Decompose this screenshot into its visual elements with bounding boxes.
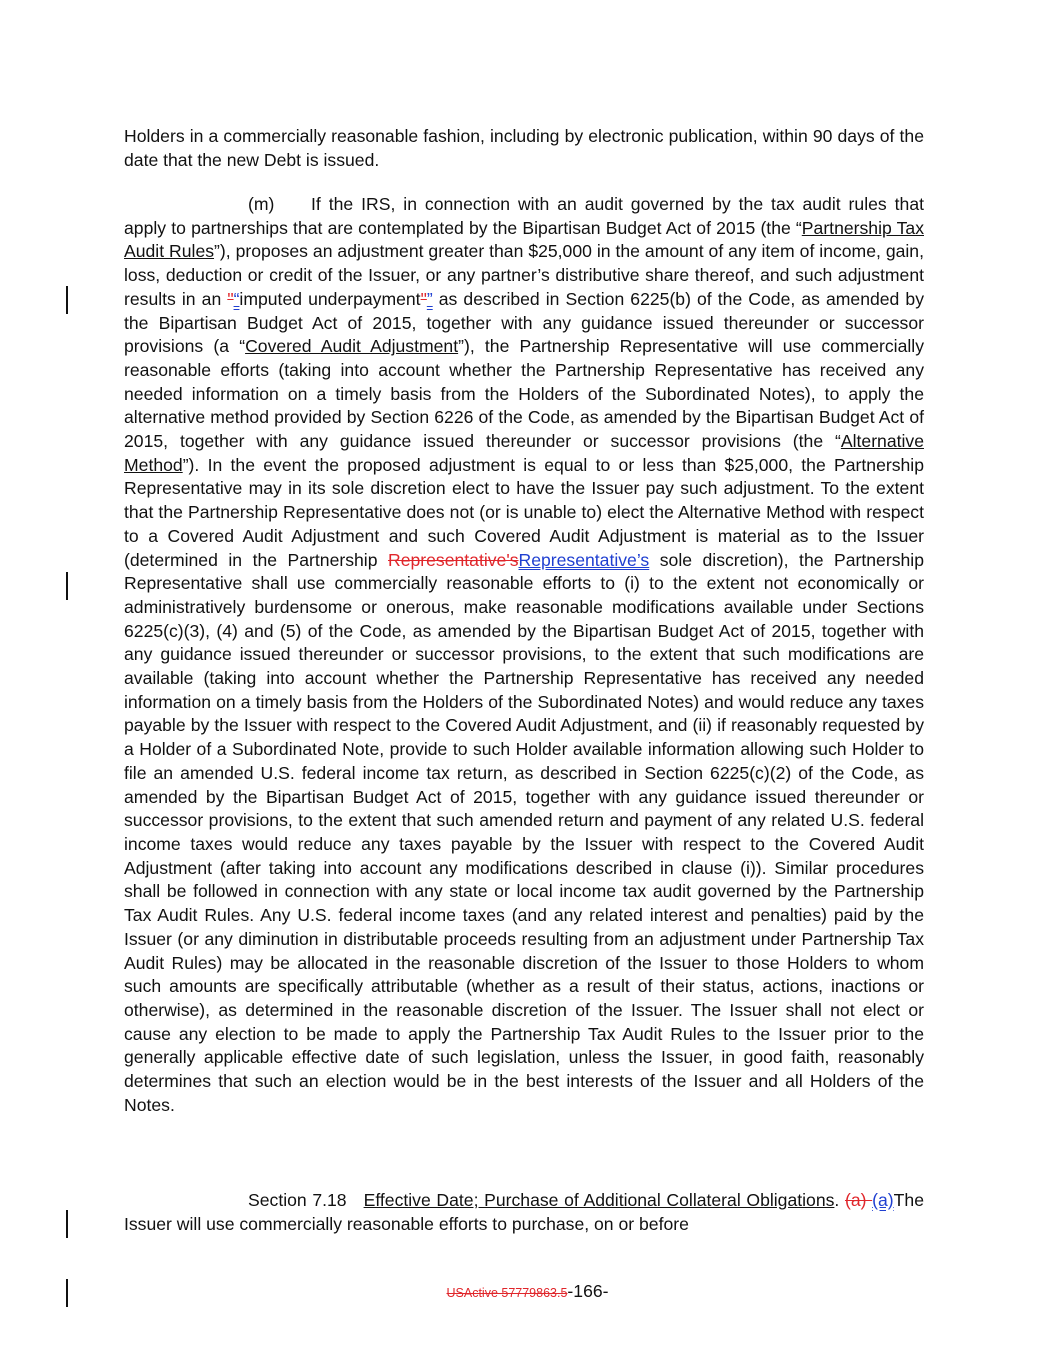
paragraph-m-partnership-audit <box>124 193 924 1117</box>
inserted-text: Representative’s <box>518 549 650 570</box>
text-run: as described in Section 6225(b) of the Code, as amended by the Bipartisan Budget Act of 2015, together with any guidance issued thereunder or successor provisions (a “ <box>124 288 924 357</box>
change-bar <box>66 572 68 600</box>
page-number: -166- <box>567 1281 609 1301</box>
text-run: ”), the Partnership Representative will use commercially reasonable efforts (taking into account whether the Partnership Representative has received any needed information on a timely basis from the Holders of the Subordinated Notes), to apply the alternative method provided by Section 6226 of the Code, as amended by the Bipartisan Budget Act of 2015, together with any guidance issued thereunder or successor provisions (the “ <box>124 336 924 452</box>
section-number: Section 7.18 <box>248 1190 347 1210</box>
text-run: ”). In the event the proposed adjustment is equal to or less than $25,000, the Partnership Representative may in its sole discretion elect to have the Issuer pay such adjustment. To the extent that the Partnership Representative does not (or is unable to) elect the Alternative Method with respect to a Covered Audit Adjustment and such Covered Audit Adjustment is material as to the Issuer (determined in the Partnership <box>124 454 924 570</box>
page-footer <box>0 1281 1055 1302</box>
defined-term: Covered Audit Adjustment <box>245 336 459 357</box>
section-text: The Issuer will use commercially reasonable efforts to purchase, on or before <box>124 1190 924 1234</box>
defined-term: Alternative Method <box>124 431 924 475</box>
deleted-text: " <box>227 288 234 309</box>
inserted-text: (a) <box>872 1190 894 1210</box>
defined-term: Partnership Tax Audit Rules <box>124 217 924 262</box>
paragraph-holders-notice: Holders in a commercially reasonable fashion, including by electronic publication, within 90 days of the date that the new Debt is issued. <box>124 126 924 170</box>
heading-period: . <box>834 1190 840 1210</box>
text-run: ”), proposes an adjustment greater than $25,000 in the amount of any item of income, gain, loss, deduction or credit of the Issuer, or any partner’s distributive share thereof, and such adjustment results in an <box>124 241 924 309</box>
inserted-text: ” <box>426 288 433 309</box>
text-run: sole discretion), the Partnership Representative shall use commercially reasonable efforts to (i) to the extent not economically or administratively burdensome or onerous, make reasonable modifications available under Sections 6225(c)(3), (4) and (5) of the Code, as amended by the Bipartisan Budget Act of 2015, together with any guidance issued thereunder or successor provisions, to the extent that such modifications are available (taking into account whether the Partnership Representative has received any needed information on a timely basis from the Holders of the Subordinated Notes) and would reduce any taxes payable by the Issuer with respect to the Covered Audit Adjustment, and (ii) if reasonably requested by a Holder of a Subordinated Note, provide to such Holder available information allowing such Holder to file an amended U.S. federal income tax return, as described in Section 6225(c)(2) of the Code, as amended by the Bipartisan Budget Act of 2015, together with any guidance issued thereunder or successor provisions, to the extent that such amended return and payment of any related U.S. federal income taxes would reduce any taxes payable by the Issuer with respect to the Covered Audit Adjustment (after taking into account any modifications described in clause (i)). Similar procedures shall be followed in connection with any state or local income tax audit governed by the Partnership Tax Audit Rules. Any U.S. federal income taxes (and any related interest and penalties) paid by the Issuer (or any diminution in distributable proceeds resulting from an adjustment under Partnership Tax Audit Rules) may be allocated in the reasonable discretion of the Issuer to those Holders to whom such amounts are specifically attributable (whether as a result of their status, actions, inactions or otherwise), as determined in the reasonable discretion of the Issuer. The Issuer shall not elect or cause any election to be made to apply the Partnership Tax Audit Rules to the Issuer prior to the generally applicable effective date of such legislation, unless the Issuer, in good faith, reasonably determines that such an election would be in the best interests of the Issuer and all Holders of the Notes. <box>124 549 924 1115</box>
change-bar <box>66 286 68 314</box>
text-run: If the IRS, in connection with an audit governed by the tax audit rules that apply to partnerships that are contemplated by the Bipartisan Budget Act of 2015 (the “ <box>124 194 924 238</box>
deleted-text: " <box>420 288 427 309</box>
inserted-text: “ <box>233 288 240 309</box>
deleted-doc-id: USActive 57779863.5 <box>446 1286 568 1300</box>
deleted-text: Representative's <box>388 549 519 570</box>
deleted-text: (a) <box>844 1190 873 1210</box>
section-7-18 <box>124 1189 924 1236</box>
text-run: imputed underpayment <box>239 288 421 309</box>
change-bar <box>66 1210 68 1238</box>
clause-label: (m) <box>248 194 275 214</box>
section-heading: Effective Date; Purchase of Additional Collateral Obligations <box>363 1190 835 1210</box>
